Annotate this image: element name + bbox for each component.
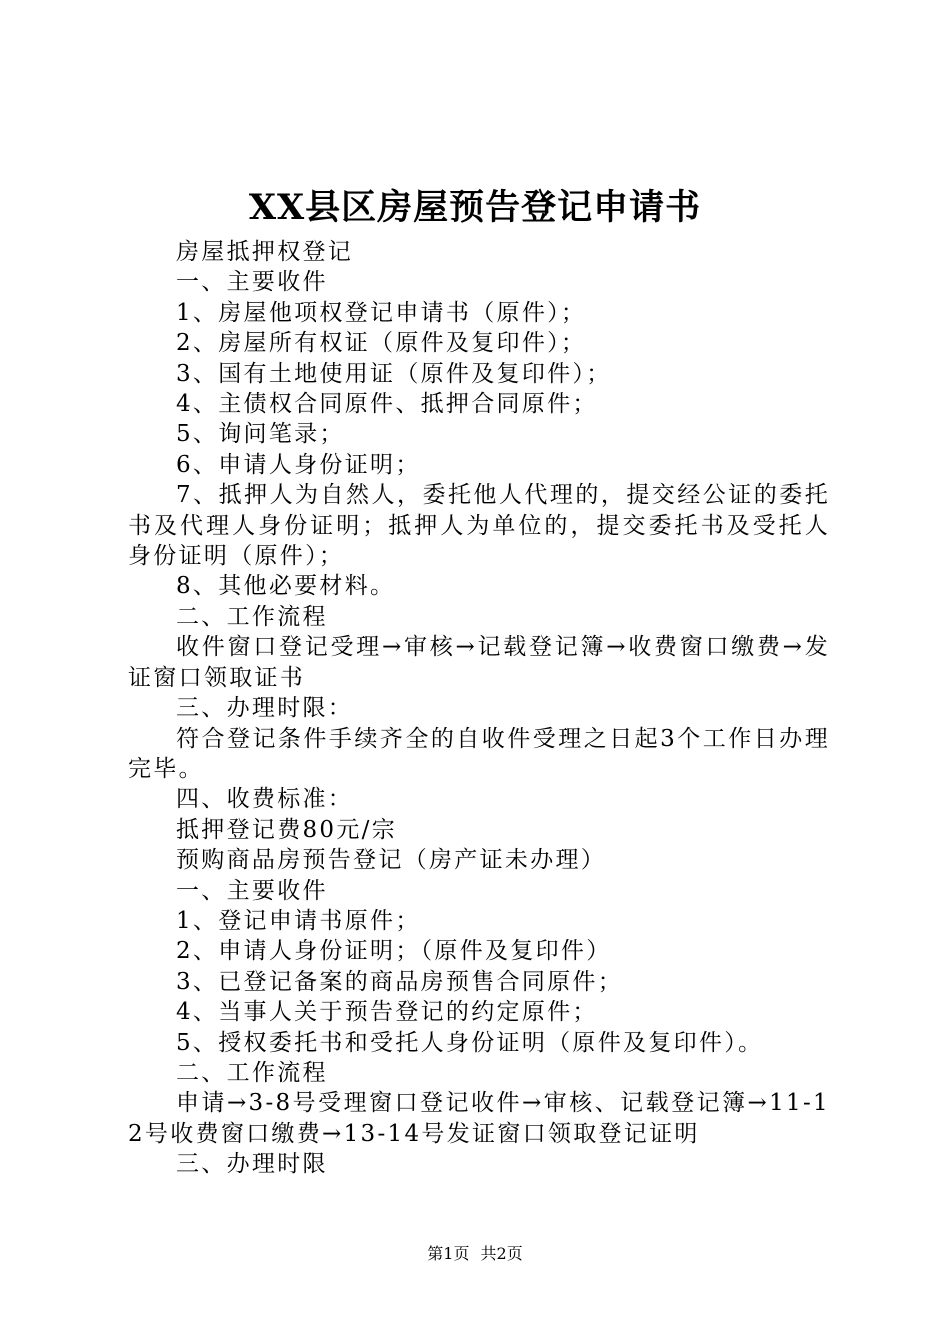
paragraph: 房屋抵押权登记: [176, 239, 354, 265]
paragraph: 2、申请人身份证明；（原件及复印件）: [176, 938, 612, 965]
paragraph: 3、已登记备案的商品房预售合同原件；: [176, 968, 624, 995]
paragraph: 4、主债权合同原件、抵押合同原件；: [176, 391, 598, 418]
document-body: [128, 237, 830, 1180]
document-title: XX县区房屋预告登记申请书: [248, 187, 702, 228]
paragraph: 1、房屋他项权登记申请书（原件）；: [176, 299, 587, 326]
paragraph: 5、授权委托书和受托人身份证明（原件及复印件）。: [176, 1029, 764, 1056]
page-total: 共2页: [480, 1244, 523, 1263]
paragraph: 申请→3-8号受理窗口登记收件→审核、记载登记簿→11-12号收费窗口缴费→13-14号发证窗口领取登记证明: [128, 1090, 830, 1147]
paragraph: 4、当事人关于预告登记的约定原件；: [176, 999, 598, 1026]
paragraph: 三、办理时限: [176, 1151, 328, 1178]
paragraph: 预购商品房预告登记（房产证未办理）: [176, 847, 607, 874]
paragraph: 1、登记申请书原件；: [176, 907, 421, 934]
paragraph: 一、主要收件: [176, 877, 328, 904]
paragraph: 符合登记条件手续齐全的自收件受理之日起3个工作日办理完毕。: [128, 725, 830, 782]
page-number: 第1页: [427, 1244, 470, 1263]
paragraph: 6、申请人身份证明；: [176, 451, 421, 478]
paragraph: 8、其他必要材料。: [176, 573, 396, 600]
paragraph: 二、工作流程: [176, 603, 328, 630]
paragraph: 收件窗口登记受理→审核→记载登记簿→收费窗口缴费→发证窗口领取证书: [128, 634, 830, 691]
paragraph: 四、收费标准：: [176, 786, 354, 813]
paragraph: 2、房屋所有权证（原件及复印件）；: [176, 330, 587, 357]
paragraph: 二、工作流程: [176, 1059, 328, 1086]
page-footer: [0, 1244, 950, 1264]
paragraph: 5、询问笔录；: [176, 421, 345, 448]
paragraph: 抵押登记费80元/宗: [176, 816, 398, 843]
paragraph: 一、主要收件: [176, 269, 328, 296]
paragraph: 3、国有土地使用证（原件及复印件）；: [176, 360, 612, 387]
paragraph: 三、办理时限：: [176, 695, 354, 722]
paragraph: 7、抵押人为自然人，委托他人代理的，提交经公证的委托书及代理人身份证明；抵押人为单位的，提交委托书及受托人身份证明（原件）；: [128, 482, 830, 570]
